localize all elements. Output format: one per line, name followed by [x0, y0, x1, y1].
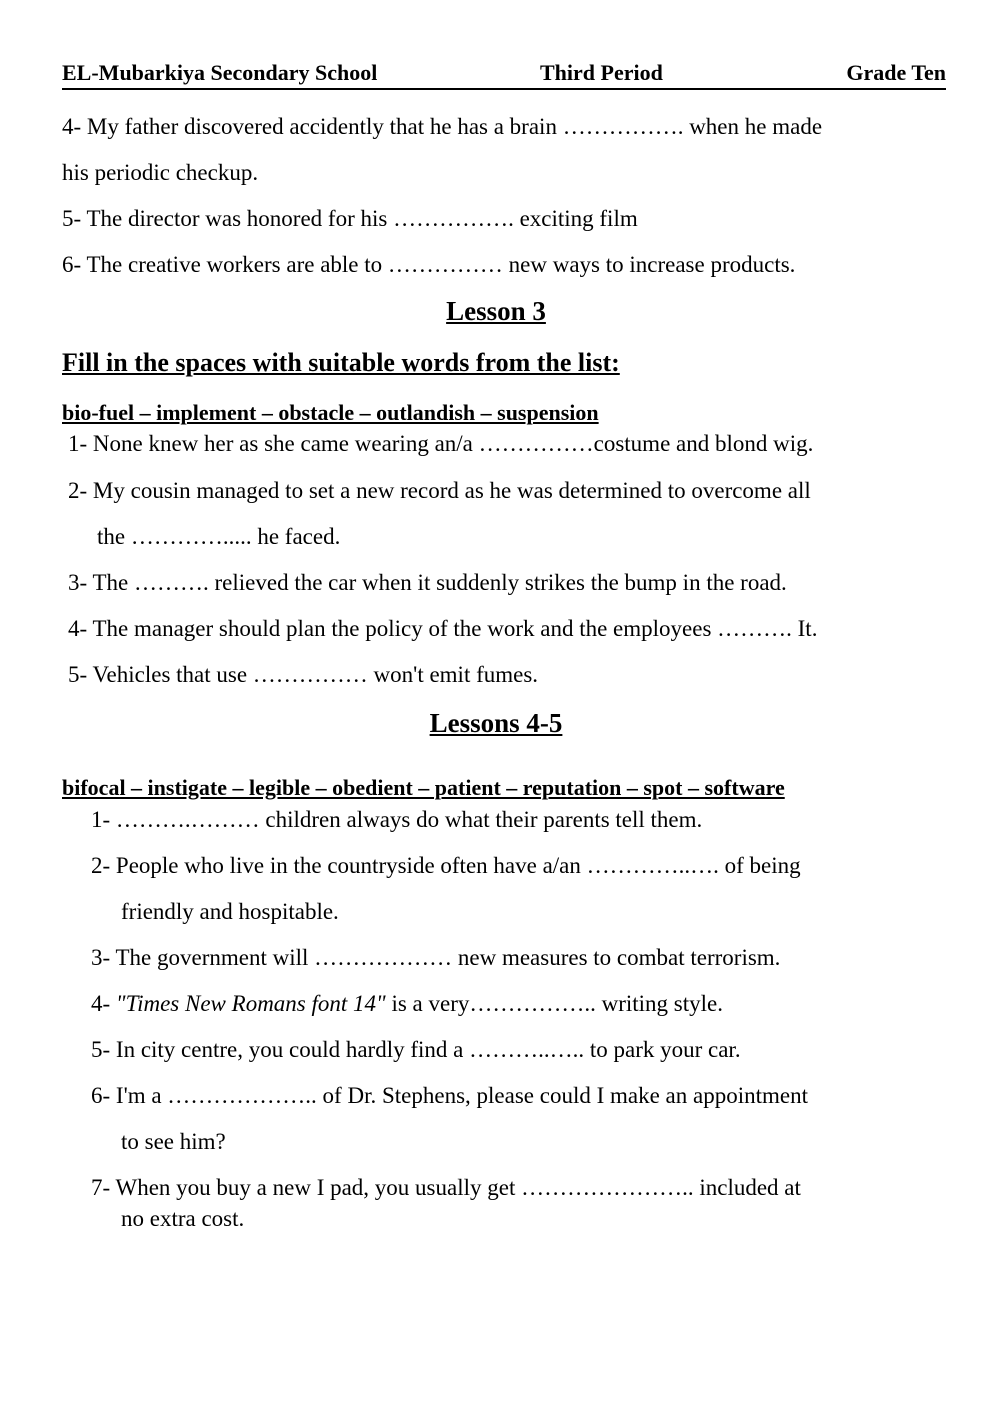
page-header [62, 58, 946, 90]
exercise-item-continued: his periodic checkup. [62, 160, 259, 185]
exercise-item-continued: to see him? [121, 1129, 226, 1154]
instruction: Fill in the spaces with suitable words from the list: [62, 348, 620, 377]
lesson-3-title: Lesson 3 [446, 296, 546, 326]
word-list: bifocal – instigate – legible – obedient – patient – reputation – spot – software [62, 775, 785, 800]
item-text: is a very…………….. writing style. [391, 991, 723, 1016]
period-label: Third Period [540, 60, 663, 85]
exercise-item: 5- In city centre, you could hardly find a ………..….. to park your car. [91, 1037, 741, 1062]
exercise-item: 6- The creative workers are able to …………… new ways to increase products. [62, 252, 796, 277]
exercise-item-continued: the …………..... he faced. [97, 524, 341, 549]
exercise-item: 5- Vehicles that use …………… won't emit fumes. [68, 662, 539, 687]
exercise-item: 4- The manager should plan the policy of the work and the employees ………. It. [68, 616, 818, 641]
exercise-item [91, 990, 723, 1018]
exercise-item: 2- People who live in the countryside often have a/an …………..…. of being [91, 853, 801, 878]
exercise-item: 7- When you buy a new I pad, you usually get ………………….. included at [91, 1175, 801, 1200]
exercise-item: 3- The ………. relieved the car when it suddenly strikes the bump in the road. [68, 570, 787, 595]
word-list: bio-fuel – implement – obstacle – outlandish – suspension [62, 400, 599, 425]
exercise-item: 6- I'm a ……………….. of Dr. Stephens, please could I make an appointment [91, 1083, 808, 1108]
exercise-item: 1- ……….……… children always do what their parents tell them. [91, 807, 703, 832]
exercise-item-continued: no extra cost. [121, 1206, 245, 1231]
lessons-4-5-title: Lessons 4-5 [429, 708, 563, 738]
item-number: 4- [91, 991, 111, 1016]
exercise-item: 1- None knew her as she came wearing an/a ……………costume and blond wig. [68, 431, 814, 456]
grade-label: Grade Ten [846, 60, 946, 85]
exercise-item: 4- My father discovered accidently that he has a brain ……………. when he made [62, 114, 823, 139]
font-example: "Times New Romans font 14" [115, 991, 386, 1016]
exercise-item: 2- My cousin managed to set a new record as he was determined to overcome all [68, 478, 811, 503]
school-name: EL-Mubarkiya Secondary School [62, 60, 378, 85]
exercise-item-continued: friendly and hospitable. [121, 899, 339, 924]
exercise-item: 5- The director was honored for his ……………. exciting film [62, 206, 638, 231]
exercise-item: 3- The government will ……………… new measures to combat terrorism. [91, 945, 781, 970]
